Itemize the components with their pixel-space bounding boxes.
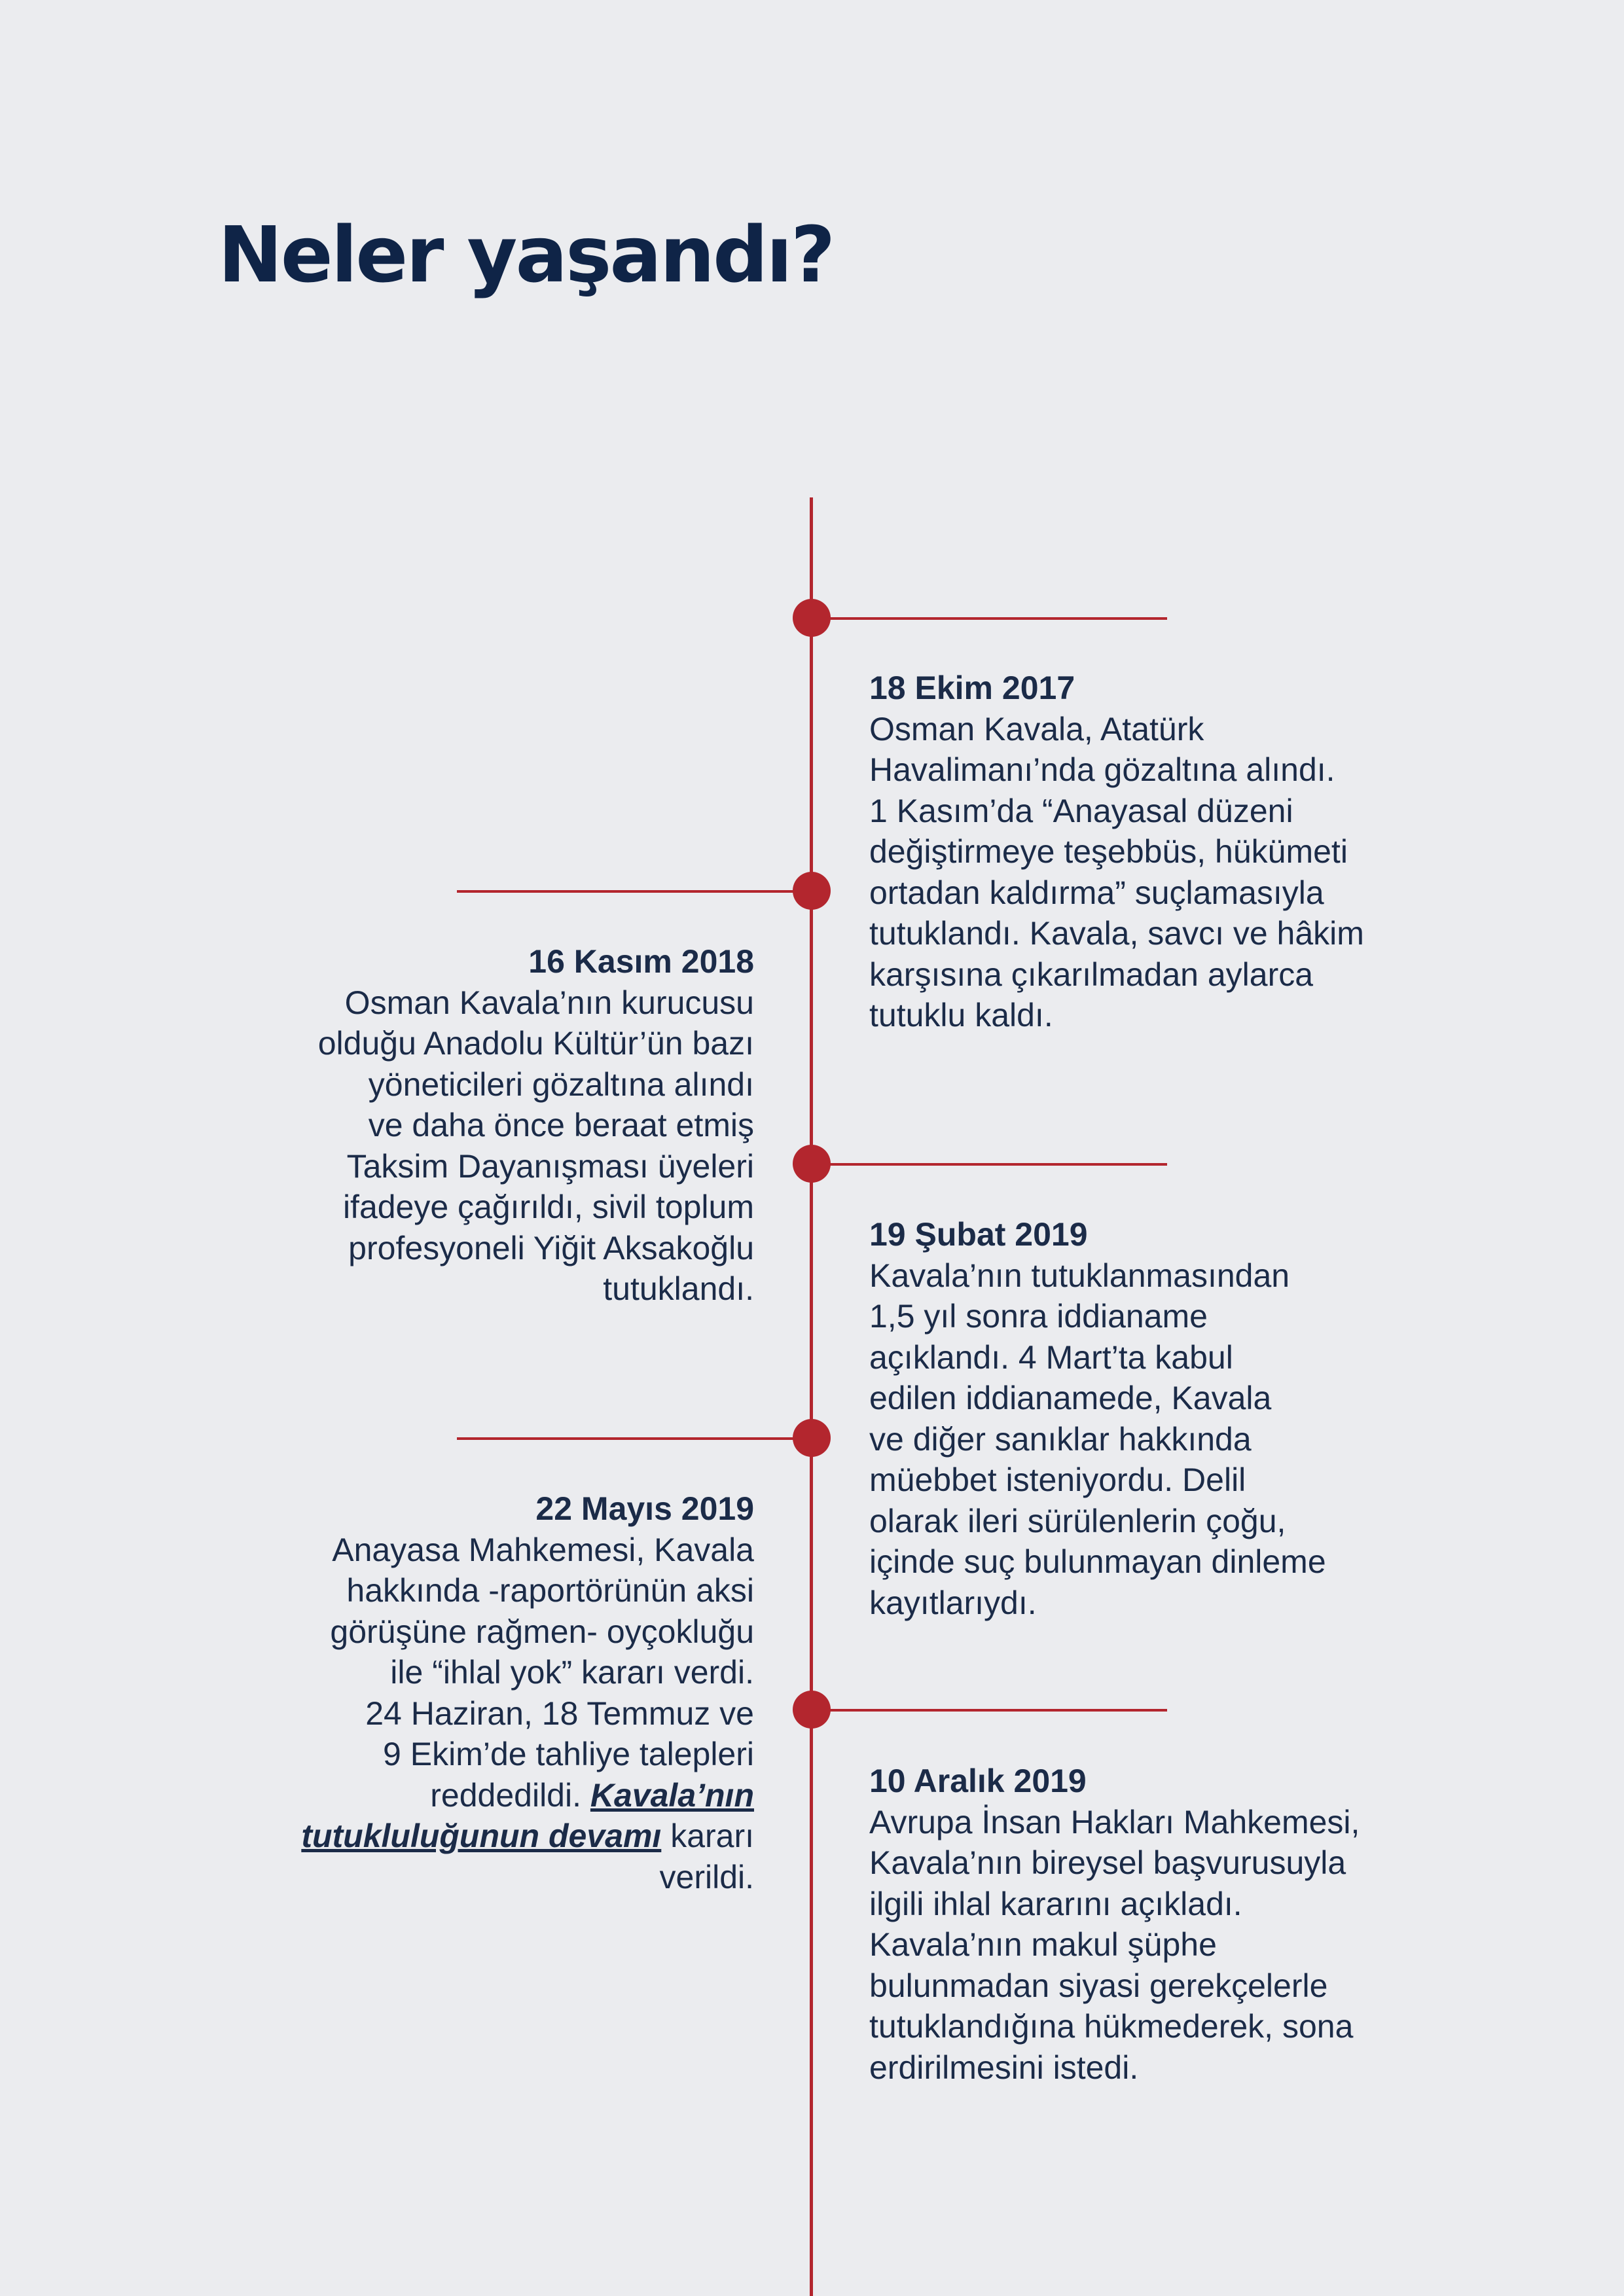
event-description: Osman Kavala’nın kurucusu olduğu Anadolu Kültür’ün bazı yöneticileri gözaltına alındı ve daha önce beraat etmiş Taksim Dayanışması üyeleri ifadeye çağırıldı, sivil toplum profesyoneli Yiğit Aksakoğlu tutuklandı. [317, 984, 754, 1307]
event-description: Kavala’nın tutuklanmasından 1,5 yıl sonra iddianame açıklandı. 4 Mart’ta kabul edilen iddianamede, Kavala ve diğer sanıklar hakkında müebbet isteniyordu. Delil olarak ileri sürülenlerin çoğu, içinde suç bulunmayan dinleme kayıtlarıydı. [869, 1257, 1326, 1621]
event-date: 19 Şubat 2019 [869, 1216, 1088, 1253]
page-title: Neler yaşandı? [218, 209, 834, 300]
timeline-node-2017 [793, 599, 831, 637]
timeline-event-10-aralik-2019 [869, 1761, 1458, 2088]
timeline-axis [810, 497, 813, 2296]
event-date: 22 Mayıs 2019 [535, 1490, 754, 1527]
timeline-connector-2019-mayis [457, 1437, 812, 1440]
event-description: Osman Kavala, Atatürk Havalimanı’nda gözaltına alındı. 1 Kasım’da “Anayasal düzeni değiştirmeye teşebbüs, hükümeti ortadan kaldırma” suçlamasıyla tutuklandı. Kavala, savcı ve hâkim karşısına çıkarılmadan aylarca tutuklu kaldı. [869, 710, 1364, 1033]
event-date: 10 Aralık 2019 [869, 1763, 1087, 1799]
emphasis-text: Kavala’nın [590, 1776, 754, 1814]
timeline-event-19-subat-2019 [869, 1214, 1458, 1623]
timeline-node-2019-aralik [793, 1691, 831, 1729]
timeline-node-2019-mayis [793, 1419, 831, 1457]
timeline-connector-2017 [812, 617, 1167, 620]
timeline-connector-2018 [457, 890, 812, 893]
event-description: Avrupa İnsan Hakları Mahkemesi, Kavala’nın bireysel başvurusuyla ilgili ihlal kararını açıkladı. Kavala’nın makul şüphe bulunmadan siyasi gerekçelerle tutuklandığına hükmederek, sona erdirilmesini istedi. [869, 1803, 1360, 2086]
event-description: Anayasa Mahkemesi, Kavala hakkında -raportörünün aksi görüşüne rağmen- oyçokluğu ile “ihlal yok” kararı verdi. 24 Haziran, 18 Temmuz ve 9 Ekim’de tahliye talepleri reddedildi. Kavala’nın tutukluluğunun devamı kararı verildi. [301, 1531, 754, 1895]
emphasis-text: tutukluluğunun devamı [301, 1818, 662, 1854]
timeline-connector-2019-subat [812, 1163, 1167, 1166]
timeline-event-16-kasim-2018 [216, 941, 754, 1310]
timeline-event-18-ekim-2017 [869, 668, 1458, 1036]
timeline-node-2018 [793, 872, 831, 910]
event-date: 18 Ekim 2017 [869, 670, 1075, 706]
timeline-node-2019-subat [793, 1145, 831, 1183]
timeline-connector-2019-aralik [812, 1709, 1167, 1712]
timeline-event-22-mayis-2019 [216, 1488, 754, 1897]
event-date: 16 Kasım 2018 [528, 943, 754, 980]
